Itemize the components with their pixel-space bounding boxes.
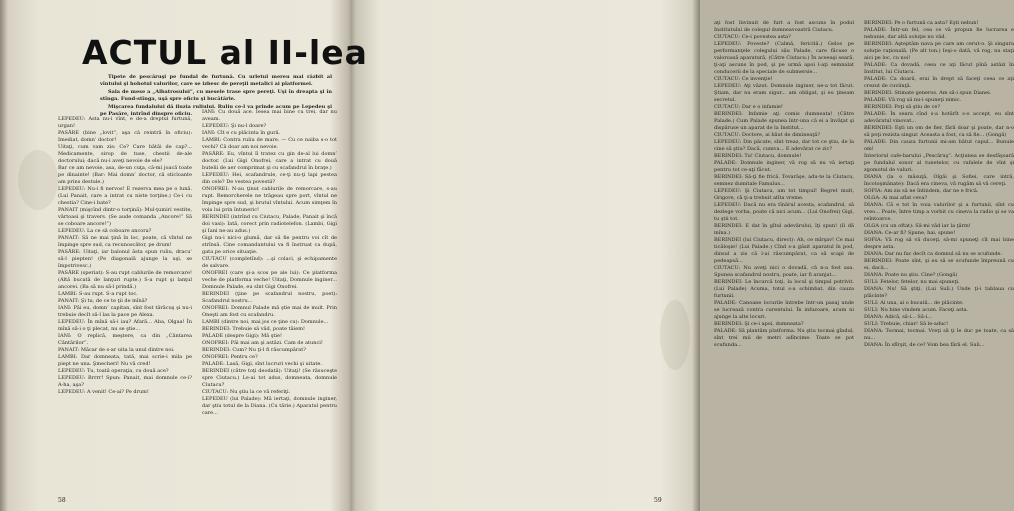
dialogue-line: LEPEDEU (lui Palade): Mă iertaţi, domnule inginer, dar ştiu totul de la Diana. (Cu tărie.) Aparatul pentru care... <box>202 396 337 416</box>
dialogue-line: BERINDEI: Poate sînt, şi eu să se scufunde împreună cu ei, dacă... <box>864 258 1014 271</box>
right-column-1 <box>714 20 854 498</box>
dialogue-line: PALADE: Domnule inginer, vă rog să nu vă iertaţi pentru tot ce-aţi făcut. <box>714 160 854 173</box>
dialogue-line: LEPEDEU: Tu, toată operaţia, cu două ace? <box>58 368 169 374</box>
dialogue-line: OLGA (cu un oftat): Să-mi văd iar la ţărm! <box>864 223 971 229</box>
dialogue-line: ONOFREI (care şi-a scos pe ale lui): Ce platforma veche de platforma veche! Uitaţi, Domnule inginer... Domnule Palade, eu sînt Gigi Onofrei. <box>202 270 337 290</box>
dialogue-line: BERINDEI: Infamie aţi comis dumneata! (Către Palade.) Cum Palade spunea într-una că ei a învăţat şi dispăruse un aparat de la Institut... <box>714 111 854 131</box>
dialogue-line: DIANA: Ce-ar fi? Spune, hai, spune! <box>864 230 956 236</box>
dialogue-line: BERINDEI: Şi ce-i apoi, dumneata? <box>714 321 804 327</box>
dialogue-line: DIANA: În sfîrşit, de ce? Vom bea fără el. Suli... <box>864 342 985 348</box>
right-column-2 <box>864 20 1014 498</box>
dialogue-line: CIUTACU: Ce invenţie! <box>714 76 773 82</box>
dialogue-line: BERINDEI: Eşti un om de fier, fără doar şi poate, dar n-o să poţi rezista singur. Aceasta a fost, ca să fie... (Gongă) <box>864 125 1014 138</box>
page-number-right: 59 <box>654 497 662 504</box>
dialogue-line: LEPEDEU: Dacă nu era tînărul acesta, scafandrul, să dezlege vorba, poate că nici acum... (Lui Onofrei) Gigi, tu ştii tot. <box>714 202 854 222</box>
dialogue-line: BERINDEI: Aşteptăm nava pe care am cerut-o. Şi singura soluţie raţională. (Pe alt ton.) Ieşi-o dată, vă rog, nu staţi aici pe loc, cu noi! <box>864 41 1014 61</box>
dialogue-line: LAMBI (dintre noi, mai jos ce ţine cu): Domnule... <box>202 319 329 325</box>
dialogue-line: ONOFREI: N-au ţinut cablurile de remorcare, s-au rupt. Remorcherele ne trăgeau spre port, vîntul ne împinge spre sud, şi brutul vîntului. Acum simţem în voia lui prin întuneric! <box>202 186 337 213</box>
dialogue-line: PASĂRE: Eu, vîntul îl tratez cu gin de-al lui domn’ doctor. (Lui Gigi Onofrei, care a intrat cu două butelii de aer comprimat şi cu scafandrul în braţe.) <box>202 151 337 171</box>
dialogue-line: BERINDEI (către toţi deodată): Uitaţi! (Se răsuceşte spre Ciutacu.) Le-ai tot adus, domneata, domnule Ciutacu? <box>202 368 337 388</box>
dialogue-line: CIUTACU: Nu ştiu la ce vă referiţi. <box>202 389 291 395</box>
dialogue-line: LEPEDEU: Din păcate, sînt treaz, dar tot ce ştiu, de la cine să ştiu? Dacă, cumva... E adevărat ce zic? <box>714 139 854 152</box>
dialogue-line: LAMBI: Dar domneata, tată, mai scrie-i mila pe piept ne una. Şmecheri! Nu vă cred! <box>58 354 192 367</box>
dialogue-line: BERINDEI: Trebuie să văd, poate tăiem! <box>202 326 305 332</box>
dialogue-line: Gigi nu-i nici-o glumă, dar să fie pentru voi cît de strînsă. Cine comandantului va fi înstruat ca după, gata pe orice situaţie. <box>202 235 337 255</box>
dialogue-line: PANAIT: Măcar de s-ar uita la unul dintre noi. <box>58 347 175 353</box>
dialogue-line: PALADE: Vă rog să nu-i spuneţi nimic. <box>864 97 962 103</box>
dialogue-line: DIANA: Nu! Să ştiţi. (Lui Suli.) Unde ţi-i tablaua cu plăcinte? <box>864 286 1014 299</box>
dialogue-line: BERINDEI: Le încurcă toţi, la locul şi timpul potrivit. (Lui Palade) Acuma, totul s-a schimbat, din cauza furtunii. <box>714 279 854 299</box>
dialogue-line: CIUTACU (completînd): ...şi colaci, şi echipamente de salvare. <box>202 256 337 269</box>
dialogue-line: CIUTACU: Nu aveţi nici o dovadă, că n-a fost asa. Spunea scafandrul nostru, poate, iar fi aranjat... <box>714 265 854 278</box>
act-title: ACTUL al II-lea <box>82 33 368 72</box>
dialogue-line: SULI: Nu bine vindem acum. Faceţi asta. <box>864 307 969 313</box>
dialogue-line: PANAIT: Şi tu, de ce te ţii de mînă? <box>58 298 148 304</box>
dialogue-line: PALADE: Într-un fel, cea ce vă propun fie lucrarea e nebunie, dar altă soluţie nu văd. <box>864 27 1014 40</box>
dialogue-line: PALADE: Să plantăm platforma. Nu ştiu tocmai gîndul, sînt trei mii de metri adîncime. Toate se pot scufunda... <box>714 328 854 348</box>
page-number-left: 58 <box>58 497 66 504</box>
dialogue-line: ONOFREI: Păi mai am şi astăzi. Cam de atunci! <box>202 340 323 346</box>
dialogue-line: BERINDEI (intrînd cu Ciutacu, Palade, Panait şi încă doi vasi): Iată, corect prin radiotelefon. (Lambi, Gigi şi Iani ne-au adus.) <box>202 214 337 234</box>
dialogue-line: LEPEDEU: Poveste? (Calmă, fericită.) Gelos pe performanţele colegului său Palade, care făcuse o valoroasă aparatură, (Către Ciutacu.) În aceeaşi seară, ţi-aţi ascuns în pod, şi pe urmă apoi l-aţi semnalat conducerii de la speciale de submersie... <box>714 41 854 75</box>
dialogue-line: SOFIA: Vă rog să vă duceţi, să-mi spuneţi cît mai bine despre asta. <box>864 237 1014 250</box>
dialogue-line: DIANA: Poate nu ştiu. Cine? (Gongă) <box>864 272 958 278</box>
dialogue-line: LEPEDEU: Aţi văzut. Domnule inginer, ne-a tot făcut. Ştiam, dar nu eram sigur... am obligat, şi eu ţineam secretul. <box>714 83 854 103</box>
dialogue-line: BERINDEI: Stimate generos. Am să-i spun Dianei. <box>864 90 992 96</box>
dialogue-line: PALADE: Ca doară, erai în drept să faceţi ceea ce aţi crezut de cuviinţă. <box>864 76 1014 89</box>
dialogue-line: LEPEDEU: Hei, scafandrule, ce-ţi nu-ţi lapi pestea din cele? De vestea povestii? <box>202 172 337 185</box>
dialogue-line: SOFIA: Am zis să ne întindem, dar ne e frică. <box>864 188 979 194</box>
dialogue-line: PALADE: Ca dovadă, ceea ce aţi făcut pînă astăzi în Institut, lui Ciutacu. <box>864 62 1014 75</box>
dialogue-line: IANI: Păi eu, domn’ capitan, sînt fost tărăcuş şi nu-i trebuie decît să-l las la pace pe Alexa. <box>58 305 192 318</box>
dialogue-line: BERINDEI (lui Ciutacu, direct): Ah, ce mîrşav! Ce mai ticăloşie! (Lui Palade.) Cînd s-a găsit aparatul în pod, dinsul a zis că l-ai răscumpărat, ca să scapi de pedeapsă... <box>714 237 854 264</box>
dialogue-line: PALADE (despre Gigi): Mă ştie! <box>202 333 282 339</box>
dialogue-line: IANI: O replică, meştere, ca din „Cântarea Cântărilor”. <box>58 333 192 346</box>
dialogue-line: PALADE: Lasă, Gigi, sînt lucruri vechi şi uitate. <box>202 361 322 367</box>
right-page <box>350 0 1014 511</box>
dialogue-line: SULI: Trebuie, chiar! Să le-aduc! <box>864 321 949 327</box>
stage-direction-paragraph: Sala de mese a „Albatrosului”, cu mesele trase spre pereţi. Uşi în dreapta şi în stînga. Fund-stînga, uşă spre oficiu şi bucătărie. <box>100 89 332 102</box>
left-column-2 <box>202 109 337 494</box>
stage-direction-paragraph: Tipete de pescăruşi pe fundal de furtună. Cu urletul mereu mai răzbit al vîntului şi hohotul valurilor, care se izbesc de pereţii metalici ai platformei. <box>100 74 332 87</box>
dialogue-line: PASĂRE (speriat): S-au rupt cablurile de remorcare! (Altă bucată de lanţuri rupte.) S-a rupt şi lanţul ancorei. (Ba să nu să-l prindă.) <box>58 270 192 290</box>
dialogue-line: CIUTACU: Ce-i povestea asta? <box>714 34 791 40</box>
dialogue-line: PALADE: În seara cînd s-a hotărît s-o accept, eu sînt adevăratul vinovat... <box>864 111 1014 124</box>
dialogue-line: LEPEDEU: Asta nu-i vînt, e de-a dreptul furtună, urgan! <box>58 116 192 129</box>
dialogue-line: PANAIT: Să ne mai ţină în loc, poate, că vîntul ne împinge spre sud, ca recunoscător, pe drum! <box>58 235 192 248</box>
left-column-1 <box>58 116 192 496</box>
dialogue-line: PALADE: Canoane locurile întrebe într-un pasaj unde se lucrează contra curentului. În infuzoare, acum ni ajunge la alte locuri. <box>714 300 854 320</box>
dialogue-line: LEPEDEU: Brrrr! Spun: Panait, mai domnule ce-i? A-ha, aşa? <box>58 375 192 388</box>
dialogue-line: LEPEDEU: Şi Ciutacu, am tot timpul! Regret mult, Grigore, că ţi-a trebuit atîta vreme. <box>714 188 854 201</box>
dialogue-line: Interiorul cafe-barului „Pescăruş”. Acţiunea se desfăşoară pe fundalul sonor al tunetelor, cu rafalele de vînt şi zgomotul de valuri. <box>864 153 1014 173</box>
dialogue-line: LEPEDEU: În mînă să-i iau? Afară... Aba, Olgaa! În mînă să-i o ţi plecat, nu se ştie... <box>58 319 192 332</box>
dialogue-line: BERINDEI: Să-ţi fie frică. Tovarăşe, adu-te la Ciutacu, semnez dumitale Famulus... <box>714 174 854 187</box>
dialogue-line: CIUTACU: Doctore, ai băut de dimineaţă? <box>714 132 821 138</box>
dialogue-line: BERINDEI: E dat în gîtul adevărului, îţi spun! (Ii dă mîna.) <box>714 223 854 236</box>
dialogue-line: LAMBI: S-au rupt. S-a rupt toc. <box>58 291 138 297</box>
dialogue-line: DIANA (la o măsuţă, Olgăi şi Sofiei, care intră, încotoşmănate): Dacă era cineva, vă rugăm să vă cereţi. <box>864 174 1014 187</box>
dialogue-line: BERINDEI: Poţi să ştiu de ce? <box>864 104 941 110</box>
dialogue-line: OLGA: Ai mai aflat ceva? <box>864 195 928 201</box>
dialogue-line: BERINDEI: Cum? Nu ţi-l fi răscumpărat? <box>202 347 306 353</box>
dialogue-line: LEPEDEU: La ce să coboare ancora? <box>58 228 152 234</box>
dialogue-line: PASĂRE: Uitaţi, iar balonul ăsta spun ruliu, dracu’ să-l piepten! (Pe diagonală ajunge la uşi, se împotrivesc.) <box>58 249 192 269</box>
dialogue-line: ONOFREI: Pentru ce? <box>202 354 258 360</box>
dialogue-line: CIUTACU: Dar e o infamie! <box>714 104 783 110</box>
dialogue-line: IANI: Cît e cu plăcinta în gură. <box>202 130 281 136</box>
dialogue-line: SULI: Ai una, ai o bucată... de plăcinte. <box>864 300 964 306</box>
dialogue-line: LEPEDEU: A venit! Ce-ai? Pe drum! <box>58 389 149 395</box>
left-page <box>0 0 368 511</box>
dialogue-line: Bar ce am nevoie, asa, de-un cuţa, că-mi joacă toate pe dinainte! (Bar: Mai domn’ doctor, că sticloante am prins destule.) <box>58 165 192 185</box>
dialogue-line: DIANA: Tocmai, tocmai. Vreţi să ţi le duc pe toate, ca să nu... <box>864 328 1014 341</box>
dialogue-line: LEPEDEU: Şi nu-l doare? <box>202 123 267 129</box>
dialogue-line: LEPEDEU: Nu-i fi nervos! E rezerva mea pe o lună. (Lui Panait, care a intrat cu niste torţine.) Ce-i cu chestia? Cine-i bate? <box>58 186 192 206</box>
dialogue-line: LAMBI: Contra ruliu de mare. — Cu ce naiba s-o tot vechi? Că doar am noi nevoie. <box>202 137 337 150</box>
dialogue-line: PASĂRE (bine „lovit”, aşa că reintră în oficiu): Imediat, domn’ doctor! <box>58 130 192 143</box>
dialogue-line: BERINDEI: Tu! Ciutacu, domnule! <box>714 153 802 159</box>
dialogue-line: PANAIT (mişcînd dintr-o torţină): Mul-ţumiri vestite, vârtoasi şi travers. (Se aude comanda „Ancore!” Să se coboare ancore!”) <box>58 207 192 227</box>
dialogue-line: BERINDEI: Pe o furtună ca asta? Eşti nebun! <box>864 20 979 26</box>
dialogue-line: DIANA: Dar nu fac decît ca domnul să nu se scufunde. <box>864 251 1003 257</box>
dialogue-line: ONOFREI: Domnul Palade mă ştie mai de mult. Prin Oneşti am fost cu scafandru. <box>202 305 337 318</box>
dialogue-line: aţi fost învinuit de furt a fost ascuns în podul Institutului de colegul dumneavoastră Ciutacu. <box>714 20 854 33</box>
dialogue-line: DIANA: Adică, să-i... Să-i... <box>864 314 932 320</box>
dialogue-line: DIANA: Că e tot în voia valurilor şi a furtunii, sînt cu vreo... Poate, între timp a vorbit cu cineva la radio şi se va reîntoarce. <box>864 202 1014 222</box>
stage-direction-paragraph: Mişcarea fundalului dă iluzia ruliului. Ruliu ce-l va prinde acum pe Lepedeu şi pe Pasăre, intrînd dinspre oficiu. <box>100 104 332 117</box>
dialogue-line: Uitaţi, cum vam zis: Ce? Care bătăi de cap?... Medicamente, sirop de tuse, chestii de-ale doctorului; dacă nu-i aveţi nevoie de ele? <box>58 144 192 164</box>
dialogue-line: BERINDEI (ţine pe scafandrul nostru, poet): Scafandrul nostru... <box>202 291 337 304</box>
dialogue-line: PALADE: Din cauza furtunii mi-am bătut capul... Bunule om! <box>864 139 1014 152</box>
dialogue-line: IANI: Cu două ace. Iesea mai bine cu trei, dar nu aveam. <box>202 109 337 122</box>
dialogue-line: SULI: Fetelor, fetelor, nu mai spuneţi. <box>864 279 960 285</box>
